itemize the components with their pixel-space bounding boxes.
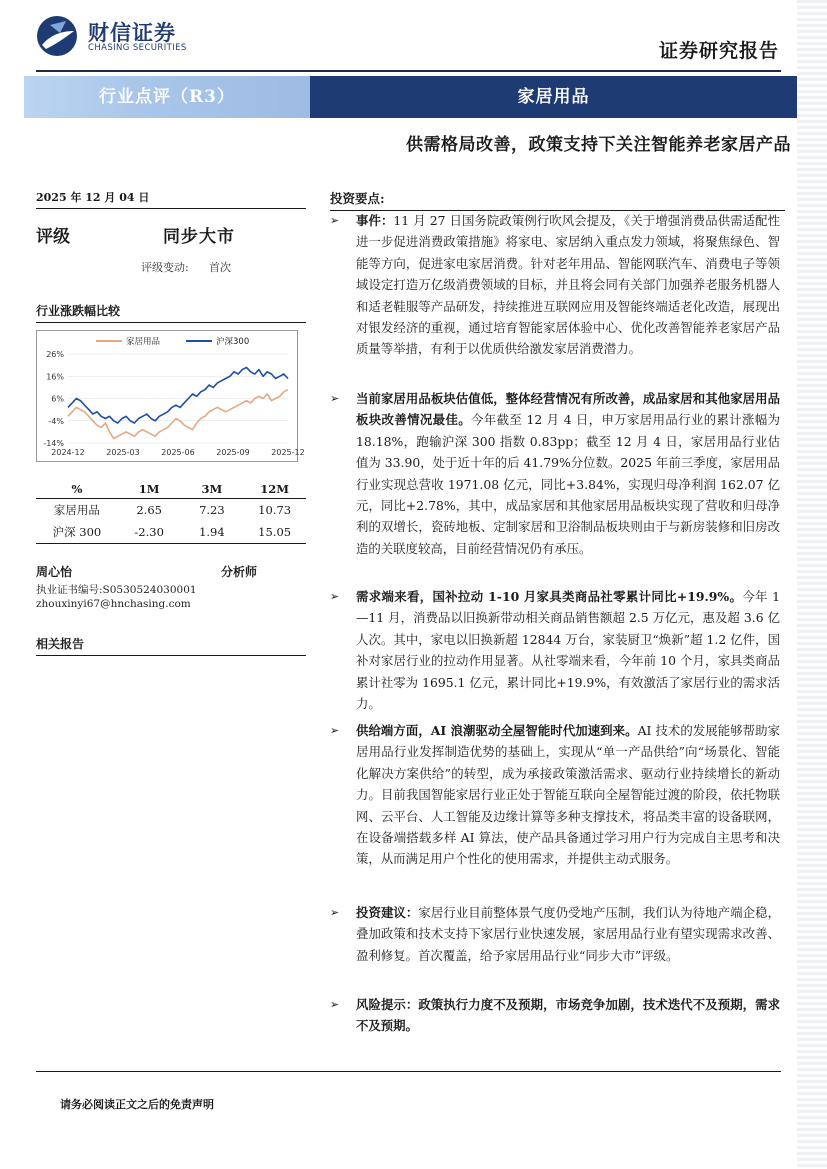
related-reports-title: 相关报告 [36, 635, 306, 656]
series-line [68, 367, 288, 423]
table-cell: 1.94 [181, 521, 244, 544]
arrow-bullet-icon: ➢ [330, 392, 340, 405]
key-point-bold: 事件： [356, 213, 394, 228]
x-tick-label: 2025-03 [106, 448, 140, 457]
rating-label: 评级 [36, 227, 70, 247]
legend-label: 沪深300 [216, 337, 250, 347]
x-tick-label: 2025-12 [271, 448, 305, 457]
key-point-bold: 投资建议： [356, 905, 419, 920]
company-logo-icon [36, 15, 78, 57]
table-cell: 沪深 300 [36, 521, 118, 544]
table-cell: -2.30 [118, 521, 181, 544]
header-divider [36, 70, 781, 72]
arrow-bullet-icon: ➢ [330, 906, 340, 919]
table-row [36, 521, 306, 544]
arrow-bullet-icon: ➢ [330, 724, 340, 737]
analyst-name: 周心怡 [36, 565, 73, 579]
performance-table [36, 480, 306, 544]
key-point-text: 11 月 27 日国务院政策例行吹风会提及，《关于增强消费品供需适配性进一步促进消费政策措施》将家电、家居纳入重点发力领域，将聚焦绿色、智能等方向，促进家电家居消费。针对老年用品、智能网联汽车、消费电子等领域设定打造万亿级消费领域的目标，并且将会同有关部门加强养老服务机器人和适老鞋服等产品研发，持续推进互联网应用及智能终端适老化改造，展现出对银发经济的重视，通过培育智能家居体验中心、优化改善智能养老家居产品质量等举措，有利于以优质供给激发家居消费潜力。 [356, 213, 780, 357]
key-point-text: 今年截至 12 月 4 日，申万家居用品行业的累计涨幅为 18.18%，跑输沪深 300 指数 0.83pp；截至 12 月 4 日，家居用品行业估值为 33.90，处于近十年的后 41.79%分位数。2025 年前三季度，家居用品行业实现总营收 1971.08 亿元，同比+3.84%，实现归母净利润 162.07 亿元，同比+2.78%，其中，成品家居和其他家居用品板块实现了营收和归母净利的双增长，瓷砖地板、定制家居和卫浴制品板块则由于与新房装修和旧房改造的关联度较高，目前经营情况仍有承压。 [356, 412, 781, 556]
report-type: 证券研究报告 [658, 40, 779, 62]
disclaimer-note: 请务必阅读正文之后的免责声明 [60, 1098, 214, 1111]
key-point-item [330, 586, 780, 714]
y-tick-label: -4% [48, 416, 64, 426]
logo-text-cn: 财信证券 [88, 21, 176, 45]
y-tick-label: 6% [51, 394, 64, 404]
table-header-cell: 12M [243, 480, 306, 499]
y-tick-label: 16% [46, 372, 64, 382]
key-point-bold: 风险提示：政策执行力度不及预期，市场竞争加剧，技术迭代不及预期，需求不及预期。 [356, 997, 780, 1034]
logo-text-en: CHASING SECURITIES [88, 43, 187, 53]
key-point-bold: 当前家居用品板块估值低，整体经营情况有所改善，成品家居和其他家居用品板块改善情况最佳。 [356, 391, 780, 428]
analyst-email[interactable]: zhouxinyi67@hnchasing.com [36, 598, 191, 610]
key-point-item [330, 994, 780, 1037]
key-point-item [330, 388, 780, 559]
category-band [24, 76, 310, 118]
footer-divider [36, 1071, 781, 1072]
table-cell: 15.05 [243, 521, 306, 544]
table-row [36, 499, 306, 522]
x-tick-label: 2025-09 [216, 448, 250, 457]
decorative-stripe [797, 0, 827, 1169]
key-point-item [330, 210, 780, 360]
key-points-heading: 投资要点: [330, 189, 785, 211]
arrow-bullet-icon: ➢ [330, 998, 340, 1011]
chart-series [68, 367, 288, 438]
arrow-bullet-icon: ➢ [330, 214, 340, 227]
chart-section-title: 行业涨跌幅比较 [36, 302, 306, 323]
chart-y-ticks [43, 350, 64, 448]
rating-change-label: 评级变动: [141, 261, 189, 274]
key-point-text: 今年 1—11 月，消费品以旧换新带动相关商品销售额超 2.5 万亿元，惠及超 3.6 亿人次。其中，家电以旧换新超 12844 万台，家装厨卫“焕新”超 1.2 亿件，国补对家居行业的拉动作用显著。从社零端来看，今年前 10 个月，家具类商品累计社零为 1695.1 亿元，累计同比+19.9%，有效激活了家居行业的需求活力。 [356, 589, 780, 712]
key-point-bold: 供给端方面，AI 浪潮驱动全屋智能时代加速到来。 [356, 723, 638, 738]
legend-label: 家居用品 [126, 337, 161, 347]
key-point-text: AI 技术的发展能够帮助家居用品行业发挥制造优势的基础上，实现从“单一产品供给”向“场景化、智能化解决方案供给”的转型，成为承接政策激活需求、驱动行业持续增长的新动力。目前我国智能家居行业正处于智能互联向全屋智能过渡的阶段，依托物联网、云平台、人工智能及边缘计算等多种支撑技术，将品类丰富的设备联网，在设备端搭载多样 AI 算法，使产品具备通过学习用户行为完成自主思考和决策，从而满足用户个性化的使用需求，并提供主动式服务。 [356, 723, 780, 867]
table-header-row [36, 480, 306, 499]
table-header-cell: 1M [118, 480, 181, 499]
y-tick-label: 26% [46, 350, 64, 359]
key-point-item [330, 720, 780, 870]
key-point-text: 家居行业目前整体景气度仍受地产压制，我们认为待地产端企稳，叠加政策和技术支持下家居行业快速发展，家居用品行业有望实现需求改善、盈利修复。首次覆盖，给予家居用品行业“同步大市”评级。 [356, 905, 781, 963]
key-point-bold: 需求端来看，国补拉动 1-10 月家具类商品社零累计同比+19.9%。 [356, 589, 743, 604]
report-date: 2025 年 12 月 04 日 [36, 189, 306, 209]
table-cell: 2.65 [136, 503, 162, 517]
y-tick-label: -14% [43, 439, 64, 448]
table-cell: 家居用品 [53, 503, 100, 517]
table-cell: 10.73 [258, 503, 292, 517]
industry-band [310, 76, 797, 118]
x-tick-label: 2025-06 [161, 448, 195, 457]
chart-legend [96, 336, 249, 347]
series-line [68, 390, 288, 439]
rating-value: 同步大市 [163, 227, 235, 247]
table-header-cell: 3M [181, 480, 244, 499]
table-cell: 7.23 [199, 503, 225, 517]
category-label: 行业点评（R3） [99, 87, 235, 107]
industry-performance-chart [36, 330, 305, 462]
industry-label: 家居用品 [517, 87, 590, 107]
key-point-item [330, 902, 780, 966]
rating-change-value: 首次 [209, 261, 231, 274]
x-tick-label: 2024-12 [51, 448, 85, 457]
analyst-cert: 执业证书编号:S0530524030001 [36, 584, 197, 596]
chart-x-ticks [51, 448, 304, 457]
table-header-cell: % [36, 480, 118, 499]
page-title: 供需格局改善，政策支持下关注智能养老家居产品 [406, 135, 791, 155]
analyst-role: 分析师 [221, 565, 258, 579]
arrow-bullet-icon: ➢ [330, 590, 340, 603]
